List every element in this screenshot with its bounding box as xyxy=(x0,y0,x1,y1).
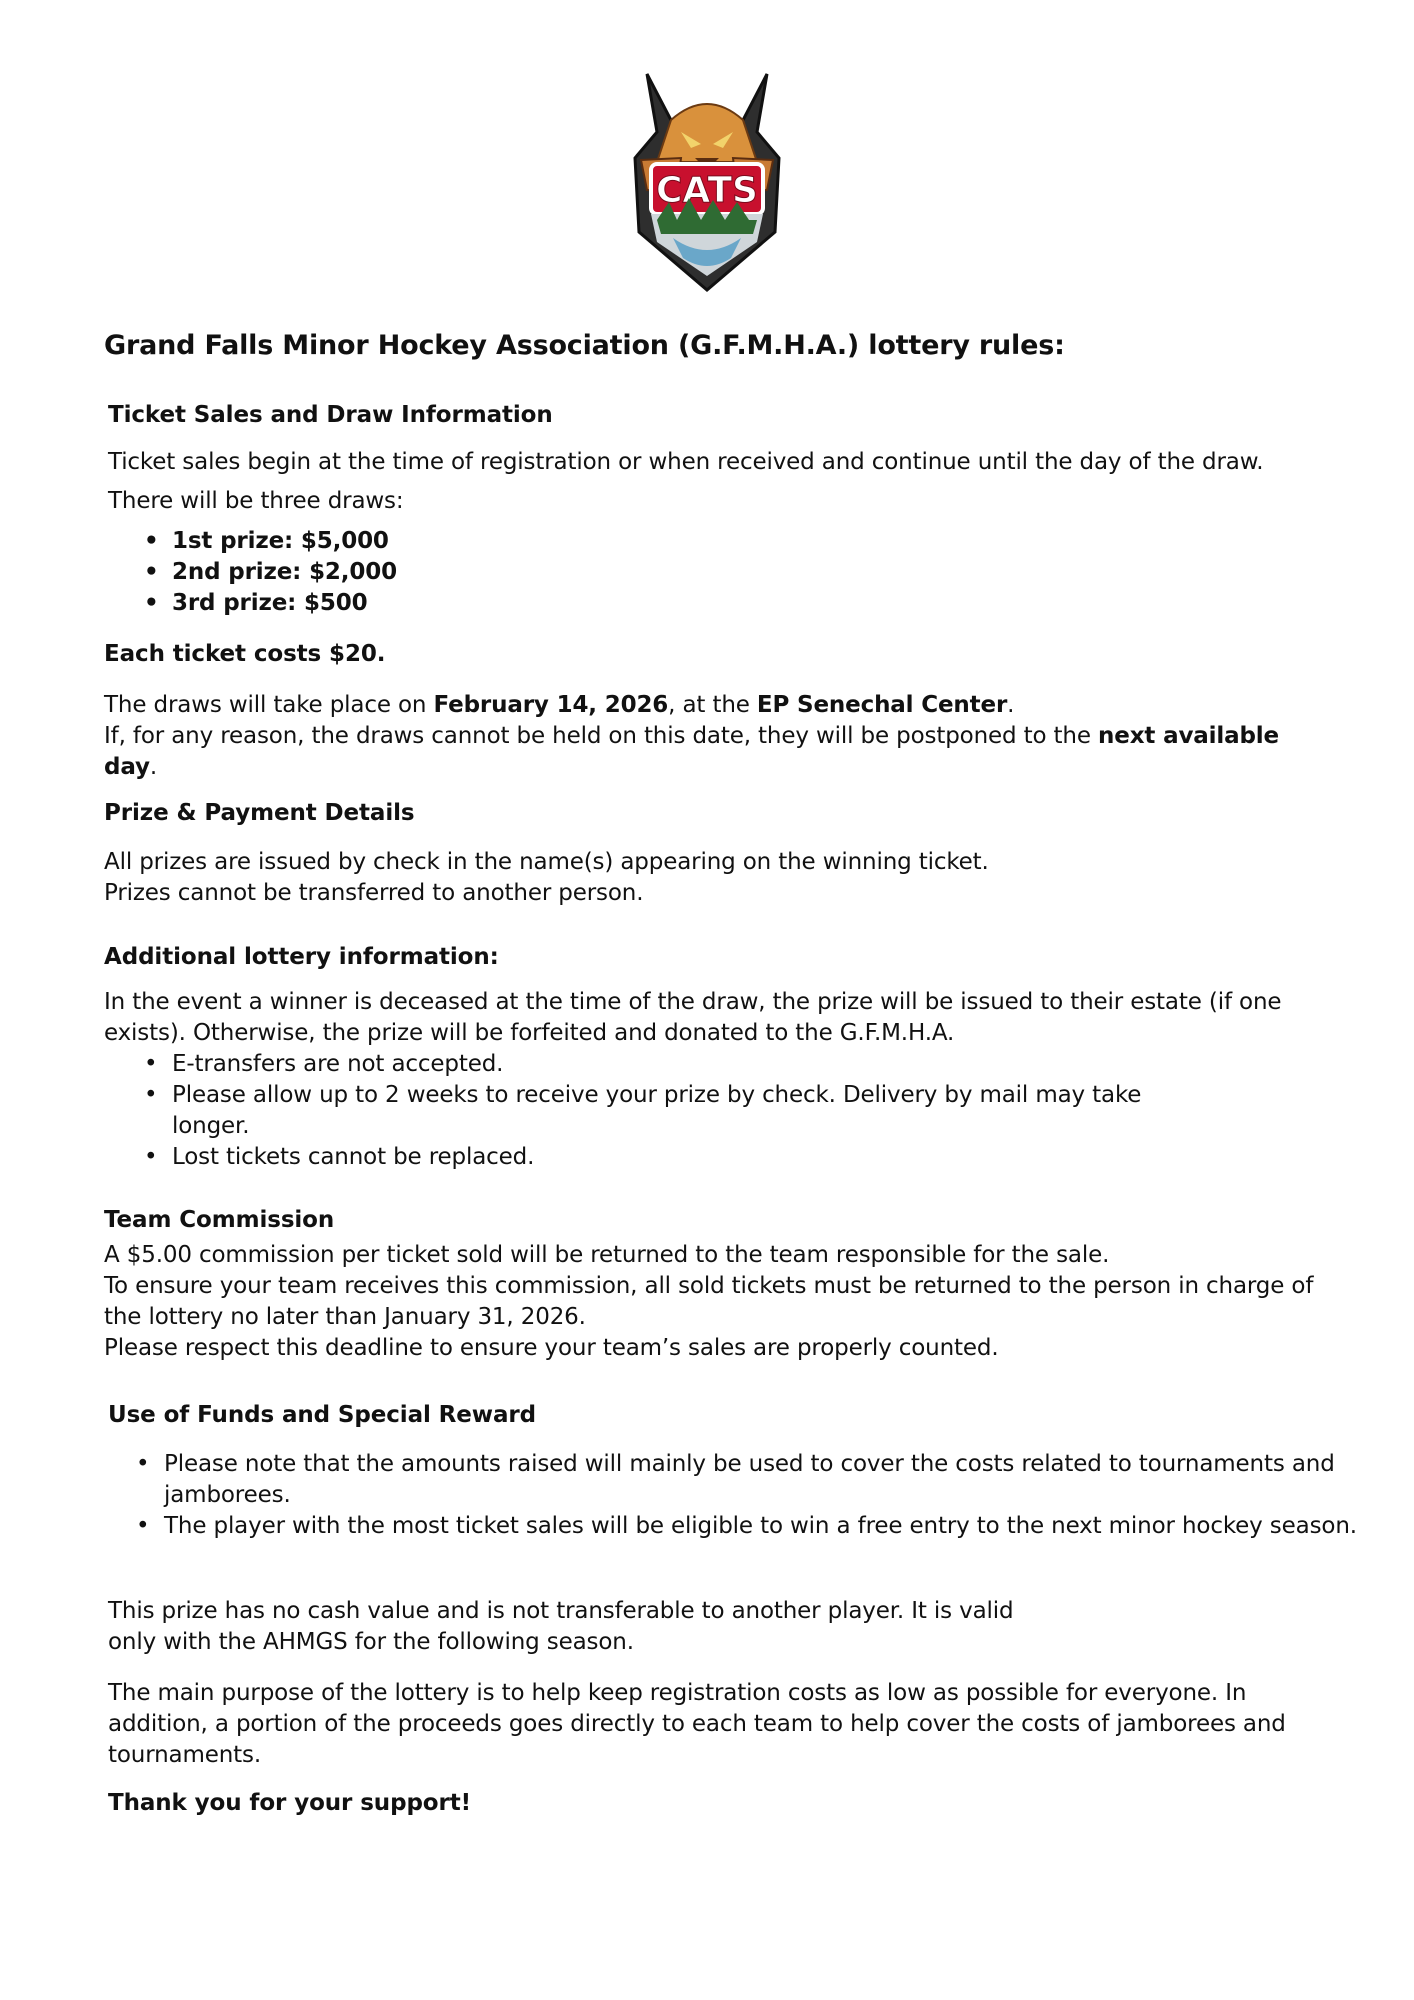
draw-venue: EP Senechal Center xyxy=(756,692,1008,718)
funds-list xyxy=(136,1449,1374,1542)
page-title: Grand Falls Minor Hockey Association (G.F.M.H.A.) lottery rules: xyxy=(104,330,1065,361)
svg-text:CATS: CATS xyxy=(656,170,758,211)
commission-line-2: To ensure your team receives this commission, all sold tickets must be returned to the person in charge of the lottery no later than January 31, 2026. xyxy=(104,1273,1314,1330)
funds-heading: Use of Funds and Special Reward xyxy=(108,1402,536,1428)
draw-next-day: next available day xyxy=(104,723,1279,780)
thank-you: Thank you for your support! xyxy=(108,1790,472,1816)
draw-line1-a: The draws will take place on xyxy=(104,692,434,718)
additional-bullet-1: • E-transfers are not accepted. xyxy=(144,1049,1184,1080)
ticket-cost: Each ticket costs $20. xyxy=(104,641,386,667)
funds-bullet-2: • The player with the most ticket sales will be eligible to win a free entry to the next minor hockey season. xyxy=(136,1511,1374,1542)
ticket-sales-intro: Ticket sales begin at the time of registration or when received and continue until the day of the draw. xyxy=(108,449,1264,475)
commission-line-1: A $5.00 commission per ticket sold will be returned to the team responsible for the sale. xyxy=(104,1242,1110,1268)
draw-date: February 14, 2026 xyxy=(433,692,669,718)
draw-line2-a: If, for any reason, the draws cannot be held on this date, they will be postponed to the xyxy=(104,723,1099,749)
prize-list xyxy=(144,526,397,619)
additional-bullet-2: • Please allow up to 2 weeks to receive your prize by check. Delivery by mail may take longer. xyxy=(144,1080,1184,1142)
additional-info-text: In the event a winner is deceased at the time of the draw, the prize will be issued to their estate (if one exists). Otherwise, the prize will be forfeited and donated to the G.F.M.H.A. xyxy=(104,989,1282,1046)
commission-heading: Team Commission xyxy=(104,1207,335,1233)
draws-intro: There will be three draws: xyxy=(108,488,404,514)
payment-line-1: All prizes are issued by check in the name(s) appearing on the winning ticket. xyxy=(104,849,989,875)
funds-bullet-1: • Please note that the amounts raised will mainly be used to cover the costs related to tournaments and jamborees. xyxy=(136,1449,1374,1511)
draw-line1-c: . xyxy=(1007,692,1015,718)
prize-3: • 3rd prize: $500 xyxy=(144,588,397,619)
draw-line2-b: . xyxy=(149,754,157,780)
additional-info-list xyxy=(144,1049,1184,1173)
ticket-sales-heading: Ticket Sales and Draw Information xyxy=(108,402,553,428)
draw-line1-b: , at the xyxy=(668,692,757,718)
payment-heading: Prize & Payment Details xyxy=(104,800,415,826)
prize-note: This prize has no cash value and is not transferable to another player. It is valid only with the AHMGS for the following season. xyxy=(108,1598,1014,1655)
draw-details xyxy=(104,690,1324,783)
cats-logo xyxy=(607,62,807,294)
commission-line-3: Please respect this deadline to ensure your team’s sales are properly counted. xyxy=(104,1335,999,1361)
additional-info-heading: Additional lottery information: xyxy=(104,944,499,970)
prize-1: • 1st prize: $5,000 xyxy=(144,526,397,557)
payment-line-2: Prizes cannot be transferred to another person. xyxy=(104,880,644,906)
additional-bullet-3: • Lost tickets cannot be replaced. xyxy=(144,1142,1184,1173)
lottery-purpose: The main purpose of the lottery is to help keep registration costs as low as possible for everyone. In addition, a portion of the proceeds goes directly to each team to help cover the costs of jamborees and tournaments. xyxy=(108,1680,1286,1768)
prize-2: • 2nd prize: $2,000 xyxy=(144,557,397,588)
